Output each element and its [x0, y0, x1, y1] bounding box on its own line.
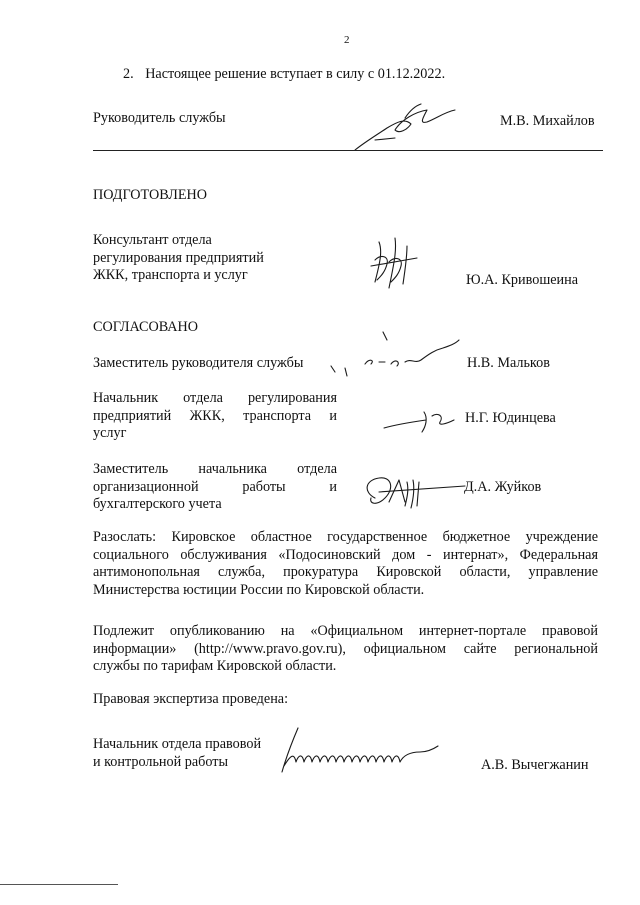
legal-head-title — [93, 736, 261, 771]
publication-line: информации» (http://www.pravo.gov.ru), официальном сайте региональной — [93, 640, 598, 657]
page-number: 2 — [344, 34, 350, 46]
agreed-signer-3-signature — [355, 468, 470, 512]
distribution-line: социального обслуживания «Подосиновский дом - интернат», Федеральная — [93, 546, 598, 563]
agreed-heading: СОГЛАСОВАНО — [93, 319, 199, 335]
distribution-list — [93, 529, 598, 599]
title-line: и контрольной работы — [93, 753, 228, 770]
legal-head-signature — [270, 722, 445, 778]
footnote-rule — [0, 884, 118, 885]
prepared-signature — [365, 232, 425, 294]
distribution-line: антимонопольная служба, прокуратура Кировской области, управление — [93, 564, 598, 580]
agreed-signer-2-signature — [378, 402, 468, 438]
agreed-signer-2-title — [93, 390, 337, 443]
agreed-signer-1-signature — [325, 328, 465, 378]
title-line: организационной работы и — [93, 478, 337, 495]
agreed-signer-1-title: Заместитель руководителя службы — [93, 355, 304, 371]
head-title: Руководитель службы — [93, 110, 226, 126]
legal-review: Правовая экспертиза проведена: — [93, 691, 289, 707]
publication-note — [93, 623, 598, 676]
head-underline — [93, 150, 603, 151]
title-line: услуг — [93, 425, 127, 441]
resolution-item-2 — [123, 66, 445, 83]
publication-line: службы по тарифам Кировской области. — [93, 658, 337, 674]
title-line: Начальник отдела регулирования — [93, 390, 337, 406]
agreed-signer-2-name: Н.Г. Юдинцева — [465, 410, 556, 426]
agreed-signer-1-name: Н.В. Мальков — [467, 355, 550, 371]
head-name: М.В. Михайлов — [500, 113, 595, 129]
title-line: предприятий ЖКК, транспорта и — [93, 407, 337, 424]
publication-line: Подлежит опубликованию на «Официальном интернет-портале правовой — [93, 623, 598, 639]
prepared-heading: ПОДГОТОВЛЕНО — [93, 187, 207, 203]
title-line: бухгалтерского учета — [93, 496, 222, 512]
agreed-signer-3-title — [93, 461, 337, 514]
prepared-title-line: регулирования предприятий — [93, 249, 264, 266]
agreed-signer-3-name: Д.А. Жуйков — [464, 479, 542, 495]
prepared-title — [93, 232, 264, 285]
item-number: 2. — [123, 66, 134, 82]
prepared-title-line: Консультант отдела — [93, 232, 212, 248]
legal-head-name: А.В. Вычегжанин — [481, 757, 589, 773]
title-line: Начальник отдела правовой — [93, 736, 262, 752]
title-line: Заместитель начальника отдела — [93, 461, 337, 477]
prepared-name: Ю.А. Кривошеина — [466, 272, 579, 288]
item-text: Настоящее решение вступает в силу с 01.12.2022. — [145, 66, 446, 82]
distribution-line: Министерства юстиции России по Кировской области. — [93, 581, 425, 598]
prepared-title-line: ЖКК, транспорта и услуг — [93, 267, 248, 283]
head-signature — [345, 98, 485, 158]
distribution-line: Разослать: Кировское областное государственное бюджетное учреждение — [93, 529, 598, 545]
